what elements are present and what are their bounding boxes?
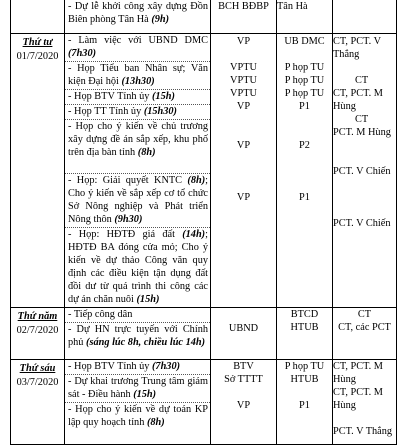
list-item: - Họp cho ý kiến về chủ trương xây dựng đề án sắp xếp, khu phố trên địa bàn tỉnh (8h) [65,120,210,174]
unit-cell: BCH BĐBP [211,0,277,34]
day-cell [11,0,65,34]
content-cell [65,360,211,445]
place-cell: BTCD HTUB [277,308,333,360]
list-item: - Họp Tiểu ban Nhân sự; Văn kiện Đại hội (13h30) [65,62,210,90]
place-cell: UB DMC P họp TU P họp TU P họp TU P1 P2 P1 [277,34,333,308]
unit-cell: UBND [211,308,277,360]
leader-cell: CT, PCT. V Thắng CT CT, PCT. M Hùng CT PCT. M Hùng PCT. V Chiến PCT. V Chiến [333,34,397,308]
list-item: - Tiếp công dân [65,308,210,323]
schedule-row [11,0,397,34]
day-name: Thứ sáu [19,363,56,374]
day-date: 01/7/2020 [16,51,59,62]
place-cell: P họp TU HTUB P1 [277,360,333,445]
schedule-row [11,360,397,445]
content-cell [65,34,211,308]
place-cell: Tân Hà [277,0,333,34]
list-item: - Họp TT Tỉnh ủy (15h30) [65,105,210,120]
day-name: Thứ năm [17,311,58,322]
unit-cell: BTV Sở TTTT VP [211,360,277,445]
unit-cell: VP VPTU VPTU VPTU VP VP VP [211,34,277,308]
day-date: 02/7/2020 [16,325,59,336]
day-name: Thứ tư [22,37,53,48]
day-cell [11,34,65,308]
list-item: - Làm việc với UBND DMC (7h30) [65,34,210,62]
day-cell [11,308,65,360]
list-item: - Họp BTV Tỉnh ủy (15h) [65,90,210,105]
list-item: - Dự HN trực tuyến với Chính phủ (sáng lúc 8h, chiều lúc 14h) [68,324,208,348]
leader-cell [333,0,397,34]
leader-cell: CT, PCT. M Hùng CT, PCT. M Hùng PCT. V Thắng [333,360,397,445]
list-item: - Dự lễ khởi công xây dựng Đồn Biên phòng Tân Hà (9h) [68,1,208,25]
list-item: - Họp: HĐTĐ giá đất (14h); HĐTĐ BA đóng cửa mỏ; Cho ý kiến về dự thảo Công văn quy định các điều kiện tận dụng đất đồi dư từ quá trình thi công các dự án chăn nuôi (15h) [68,229,208,305]
schedule-row [11,34,397,308]
schedule-row [11,308,397,360]
content-cell [65,308,211,360]
schedule-table [10,0,397,445]
list-item: - Dự khai trương Trung tâm giám sát - Điều hành (15h) [65,375,210,403]
list-item: - Họp: Giải quyết KNTC (8h); Cho ý kiến về sắp xếp cơ tổ chức Sở Nông nghiệp và Phát triển Nông thôn (9h30) [65,174,210,228]
day-date: 03/7/2020 [16,377,59,388]
day-cell [11,360,65,445]
content-cell [65,0,211,34]
list-item: - Họp BTV Tỉnh ủy (7h30) [65,360,210,375]
list-item: - Họp cho ý kiến về dự toán KP lập quy hoạch tỉnh (8h) [68,404,208,428]
leader-cell: CT CT, các PCT [333,308,397,360]
